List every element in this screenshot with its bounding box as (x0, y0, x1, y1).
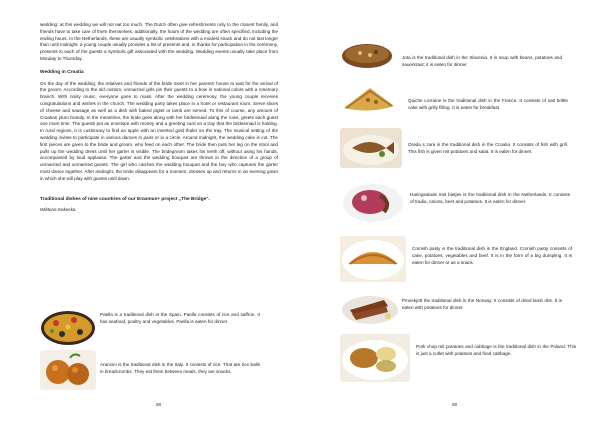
paella-photo (40, 308, 96, 346)
dish-cornish-pasty-caption: Cornish pasty is the traditional dish in the England. Cornish pasty consists of cake, potatoes, vegetables and beef. It is in the form of a big dumpling. It is eaten for dinner or as a snack. (412, 246, 572, 265)
dish-pinnekjott (402, 298, 562, 312)
jota-photo (340, 38, 394, 70)
dish-paella (100, 312, 260, 326)
dish-cornish-pasty (412, 246, 572, 266)
dish-arancini-caption: Arancini is the traditional dish in the Italy. It consists of rice. That are rice balls in breadcrumbs. They eat them between meals. they are snacks. (100, 362, 260, 374)
page-number-left: 68 (156, 402, 162, 407)
pinnekjott-photo (340, 290, 400, 326)
quiche-photo (340, 82, 398, 116)
dish-haringsalade (410, 192, 570, 206)
dish-pork-chop (416, 344, 576, 358)
dish-pinnekjott-caption: Pinnekjott the traditional dish in the Norway. It consists of dried lamb ribs. It is eaten with potatoes for dinner. (402, 298, 562, 310)
dish-jota-caption: Jota is the traditional dish in the Slovenia. It is soup with beans, potatoes and sauerkraut; it is eaten for dinner. (402, 55, 562, 67)
dish-pork-chop-caption: Pork chop mit potatoes and cabbage is the traditional dish in the Poland. This is just a cutlet with potatoes and fried cabbage. (416, 344, 576, 356)
orada-photo (340, 128, 402, 168)
haringsalade-photo (340, 178, 406, 224)
wedding-netherlands-paragraph: wedding: at this wedding we will not eat too much. The Dutch often give refreshments only to the closest family, and friends have to take care of them themselves. additionally, the hours of the wedding are often specified, including the ending hours. In the Netherlands, these are usually symbolic celebrations with a modest snack and do not last longer than until midnight. a young couple usually provides a list of presents and, in thanks for participation in the ceremony, presents to each of the guests a symbolic gift associated with the wedding. Wedding events usually take place from Monday to Thursday. (40, 22, 278, 61)
page-number-right: 69 (452, 402, 458, 407)
dish-orada (408, 142, 568, 156)
dish-jota (402, 55, 562, 69)
dish-orada-caption: Orada s zara is the traditional dish in the Croatia. It consists of fish with grill. This fish is given mit potatoes and salat. It is eaten for dinner. (408, 142, 568, 154)
author-name: Wiktoria Kokoska (40, 207, 76, 213)
heading-traditional-dishes: Traditional dishes of nine countries of our Erasmus+ project „The Bridge". (40, 196, 210, 202)
dish-quiche-caption: Quiche Lorraine is the traditional dish in the France. It consists of salt brittle cake with grilly filling. It is eaten for breakfast. (408, 98, 568, 110)
heading-wedding-croatia: Wedding in Croatia (40, 69, 84, 75)
wedding-croatia-paragraph: On the day of the wedding, the relatives and friends of the bride meet in her parents' house to wait for the arrival of the groom. According to the old custom, unmarried girls pin their guests to a bow in national colors with a rosemary branch. With noisy music, everyone goes to mass. After the wedding ceremony, the young couple receives congratulations and wishes in the church. The wedding party takes place in a hotel or restaurant room. Serve slices of cheese and sausage as well as a dish with baked piglet or lamb are served. To this of course, any amount of Croatian plum brandy. In the meantime, the bride goes along with her bridesmaid along the rows, greets each guest one more time. The guests put an envelope with money and a greeting card on a tray that the bridesmaid is holding. In rural regions, it is customary to find an apple with an inserted gold thaler on the tray. The musical setting of the wedding invites to participate in various dances in pairs or in a circle. Around midnight, the wedding cake is cut. The first pieces are given to the bride and groom, who feed on each other. The bride then puts her leg on the stool and pulls up the wedding dress until her garter is visible. The bridegroom takes his teeth off, without using his hands, accompanied by loud applause. The garter and the wedding bouquet are thrown in the direction of a group of unmarried and unmarried guests. The girl who catches the wedding bouquet and the boy who captures the garter must dance together. After midnight, the bride disappears for a moment, dresses up and returns in an evening gown in which she will play with guests until dawn. (40, 80, 278, 181)
cornish-pasty-photo (340, 236, 406, 282)
dish-arancini (100, 362, 260, 376)
arancini-photo (40, 350, 96, 390)
dish-haringsalade-caption: Haringsalade met bietjes is the traditional dish in the Netherlands. It consists of tradia, onions, beet and potatoes. It is eaten for dinner. (410, 192, 570, 204)
dish-quiche (408, 98, 568, 112)
dish-paella-caption: Paella is a traditional dish in the Spain. Paella consists of rice and saffron. It has seafood, poultry and vegetables. Paella is eaten for dinner. (100, 312, 260, 324)
pork-chop-photo (340, 334, 410, 382)
